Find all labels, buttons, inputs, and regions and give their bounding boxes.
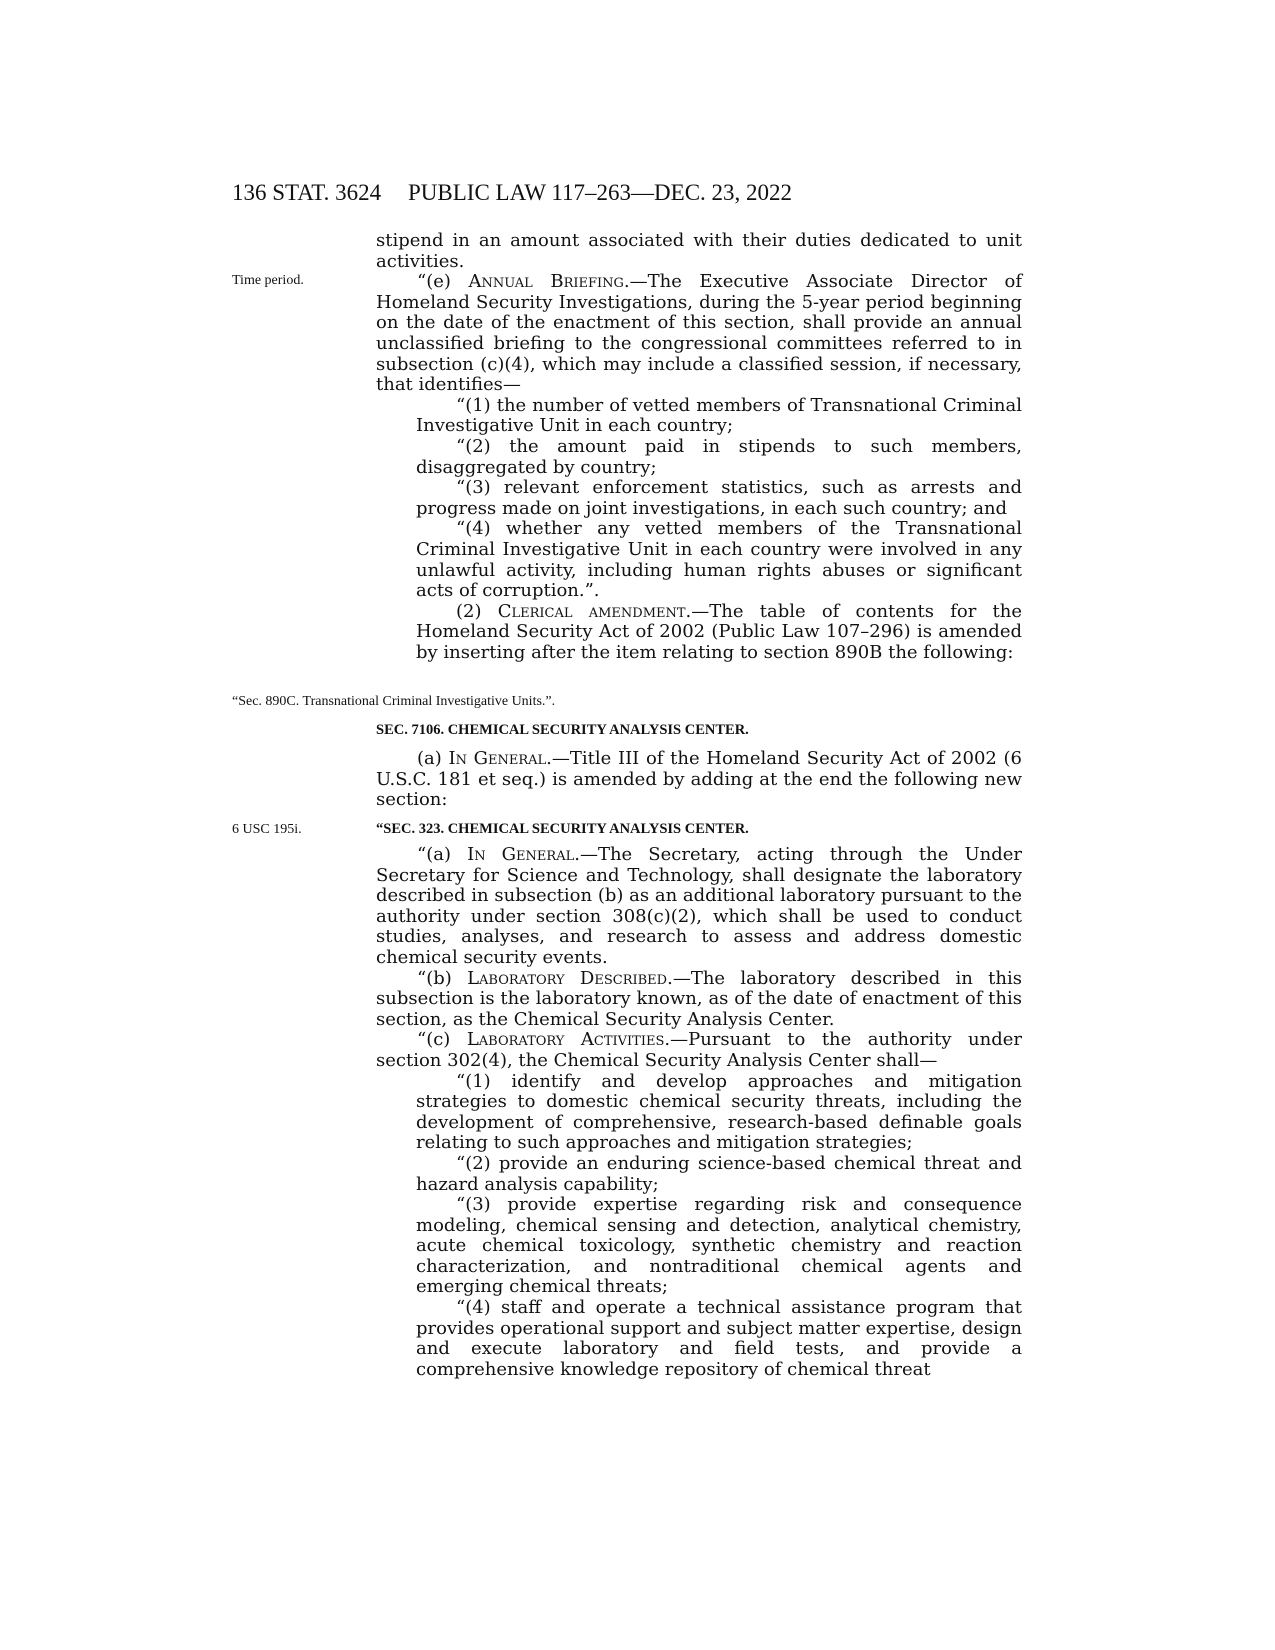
list-item-1: “(1) the number of vetted members of Transnational Criminal Investigative Unit in each country; <box>416 394 1022 437</box>
margin-note-usc: 6 USC 195i. <box>232 822 302 837</box>
section-heading-7106: SEC. 7106. CHEMICAL SECURITY ANALYSIS CENTER. <box>376 722 749 738</box>
activity-item-2: “(2) provide an enduring science-based chemical threat and hazard analysis capability; <box>416 1152 1022 1195</box>
activity-item-1: “(1) identify and develop approaches and mitigation strategies to domestic chemical security threats, including the development of comprehensive, research-based definable goals relating to such approaches and mitigation strategies; <box>416 1070 1022 1154</box>
heading-laboratory-activities: Laboratory Activities <box>466 1029 665 1051</box>
heading-in-general: In General <box>448 748 547 769</box>
toc-entry: “Sec. 890C. Transnational Criminal Investigative Units.”. <box>232 694 556 709</box>
para-number: (a) <box>417 748 449 769</box>
heading-laboratory-described: Laboratory Described <box>467 967 668 989</box>
text-block-1 <box>376 231 1022 663</box>
subsection-heading-annual-briefing: Annual Briefing <box>468 271 624 293</box>
para-text: .—The table of contents for the Homeland Security Act of 2002 (Public Law 107–296) is amended by inserting after the item relating to section 890B the following: <box>416 600 1022 663</box>
paragraph-clerical-amendment <box>416 602 1022 664</box>
page-stat-number: 136 STAT. 3624 <box>232 180 382 205</box>
paragraph-laboratory-activities <box>376 1030 1022 1071</box>
text-block-sec-7106 <box>376 749 1022 811</box>
paragraph-in-general-323 <box>376 845 1022 969</box>
margin-note-time-period: Time period. <box>232 273 304 288</box>
list-item-4: “(4) whether any vetted members of the Transnational Criminal Investigative Unit in each country were involved in any unlawful activity, including human rights abuses or significant acts of corruption.”. <box>416 518 1022 602</box>
para-text: .—The Secretary, acting through the Under Secretary for Science and Technology, shall designate the laboratory described in subsection (b) as an additional laboratory pursuant to the authority under section 308(c)(2), which shall be used to conduct studies, analyses, and research to assess and address domestic chemical security events. <box>376 844 1023 968</box>
activity-item-3: “(3) provide expertise regarding risk and consequence modeling, chemical sensing and detection, analytical chemistry, acute chemical toxicology, synthetic chemistry and reaction characterization, and nontraditional chemical agents and emerging chemical threats; <box>416 1194 1022 1298</box>
paragraph-stipend: stipend in an amount associated with their duties dedicated to unit activities. <box>376 230 1022 272</box>
page-running-title: PUBLIC LAW 117–263—DEC. 23, 2022 <box>408 180 793 205</box>
para-text: .—The laboratory described in this subsection is the laboratory known, as of the date of enactment of this section, as the Chemical Security Analysis Center. <box>376 967 1022 1030</box>
paragraph-laboratory-described <box>376 969 1022 1031</box>
paragraph-in-general-7106 <box>376 749 1022 811</box>
paragraph-annual-briefing <box>376 272 1022 396</box>
para-number: “(c) <box>417 1029 467 1051</box>
heading-clerical-amendment: Clerical amendment <box>497 600 686 622</box>
para-number: “(e) <box>417 271 469 293</box>
para-text: .—Title III of the Homeland Security Act of 2002 (6 U.S.C. 181 et seq.) is amended by adding at the end the following new section: <box>376 748 1023 811</box>
para-text: .—The Executive Associate Director of Homeland Security Investigations, during the 5-year period beginning on the date of the enactment of this section, shall provide an annual unclassified briefing to the congressional committees referred to in subsection (c)(4), which may include a classified session, if necessary, that identifies— <box>376 271 1022 396</box>
list-item-3: “(3) relevant enforcement statistics, such as arrests and progress made on joint investigations, in each such country; and <box>416 477 1022 519</box>
para-number: “(b) <box>417 967 468 989</box>
text-block-sec-323 <box>376 845 1022 1380</box>
para-number: (2) <box>456 600 498 622</box>
heading-in-general: In General <box>467 844 575 865</box>
section-heading-323: “SEC. 323. CHEMICAL SECURITY ANALYSIS CENTER. <box>376 821 749 837</box>
activity-item-4: “(4) staff and operate a technical assistance program that provides operational support and subject matter expertise, design and execute laboratory and field tests, and provide a comprehensive knowledge repository of chemical threat <box>416 1297 1022 1380</box>
para-text: .—Pursuant to the authority under section 302(4), the Chemical Security Analysis Center shall— <box>376 1029 1022 1071</box>
para-number: “(a) <box>417 844 468 865</box>
list-item-2: “(2) the amount paid in stipends to such members, disaggregated by country; <box>416 435 1022 478</box>
